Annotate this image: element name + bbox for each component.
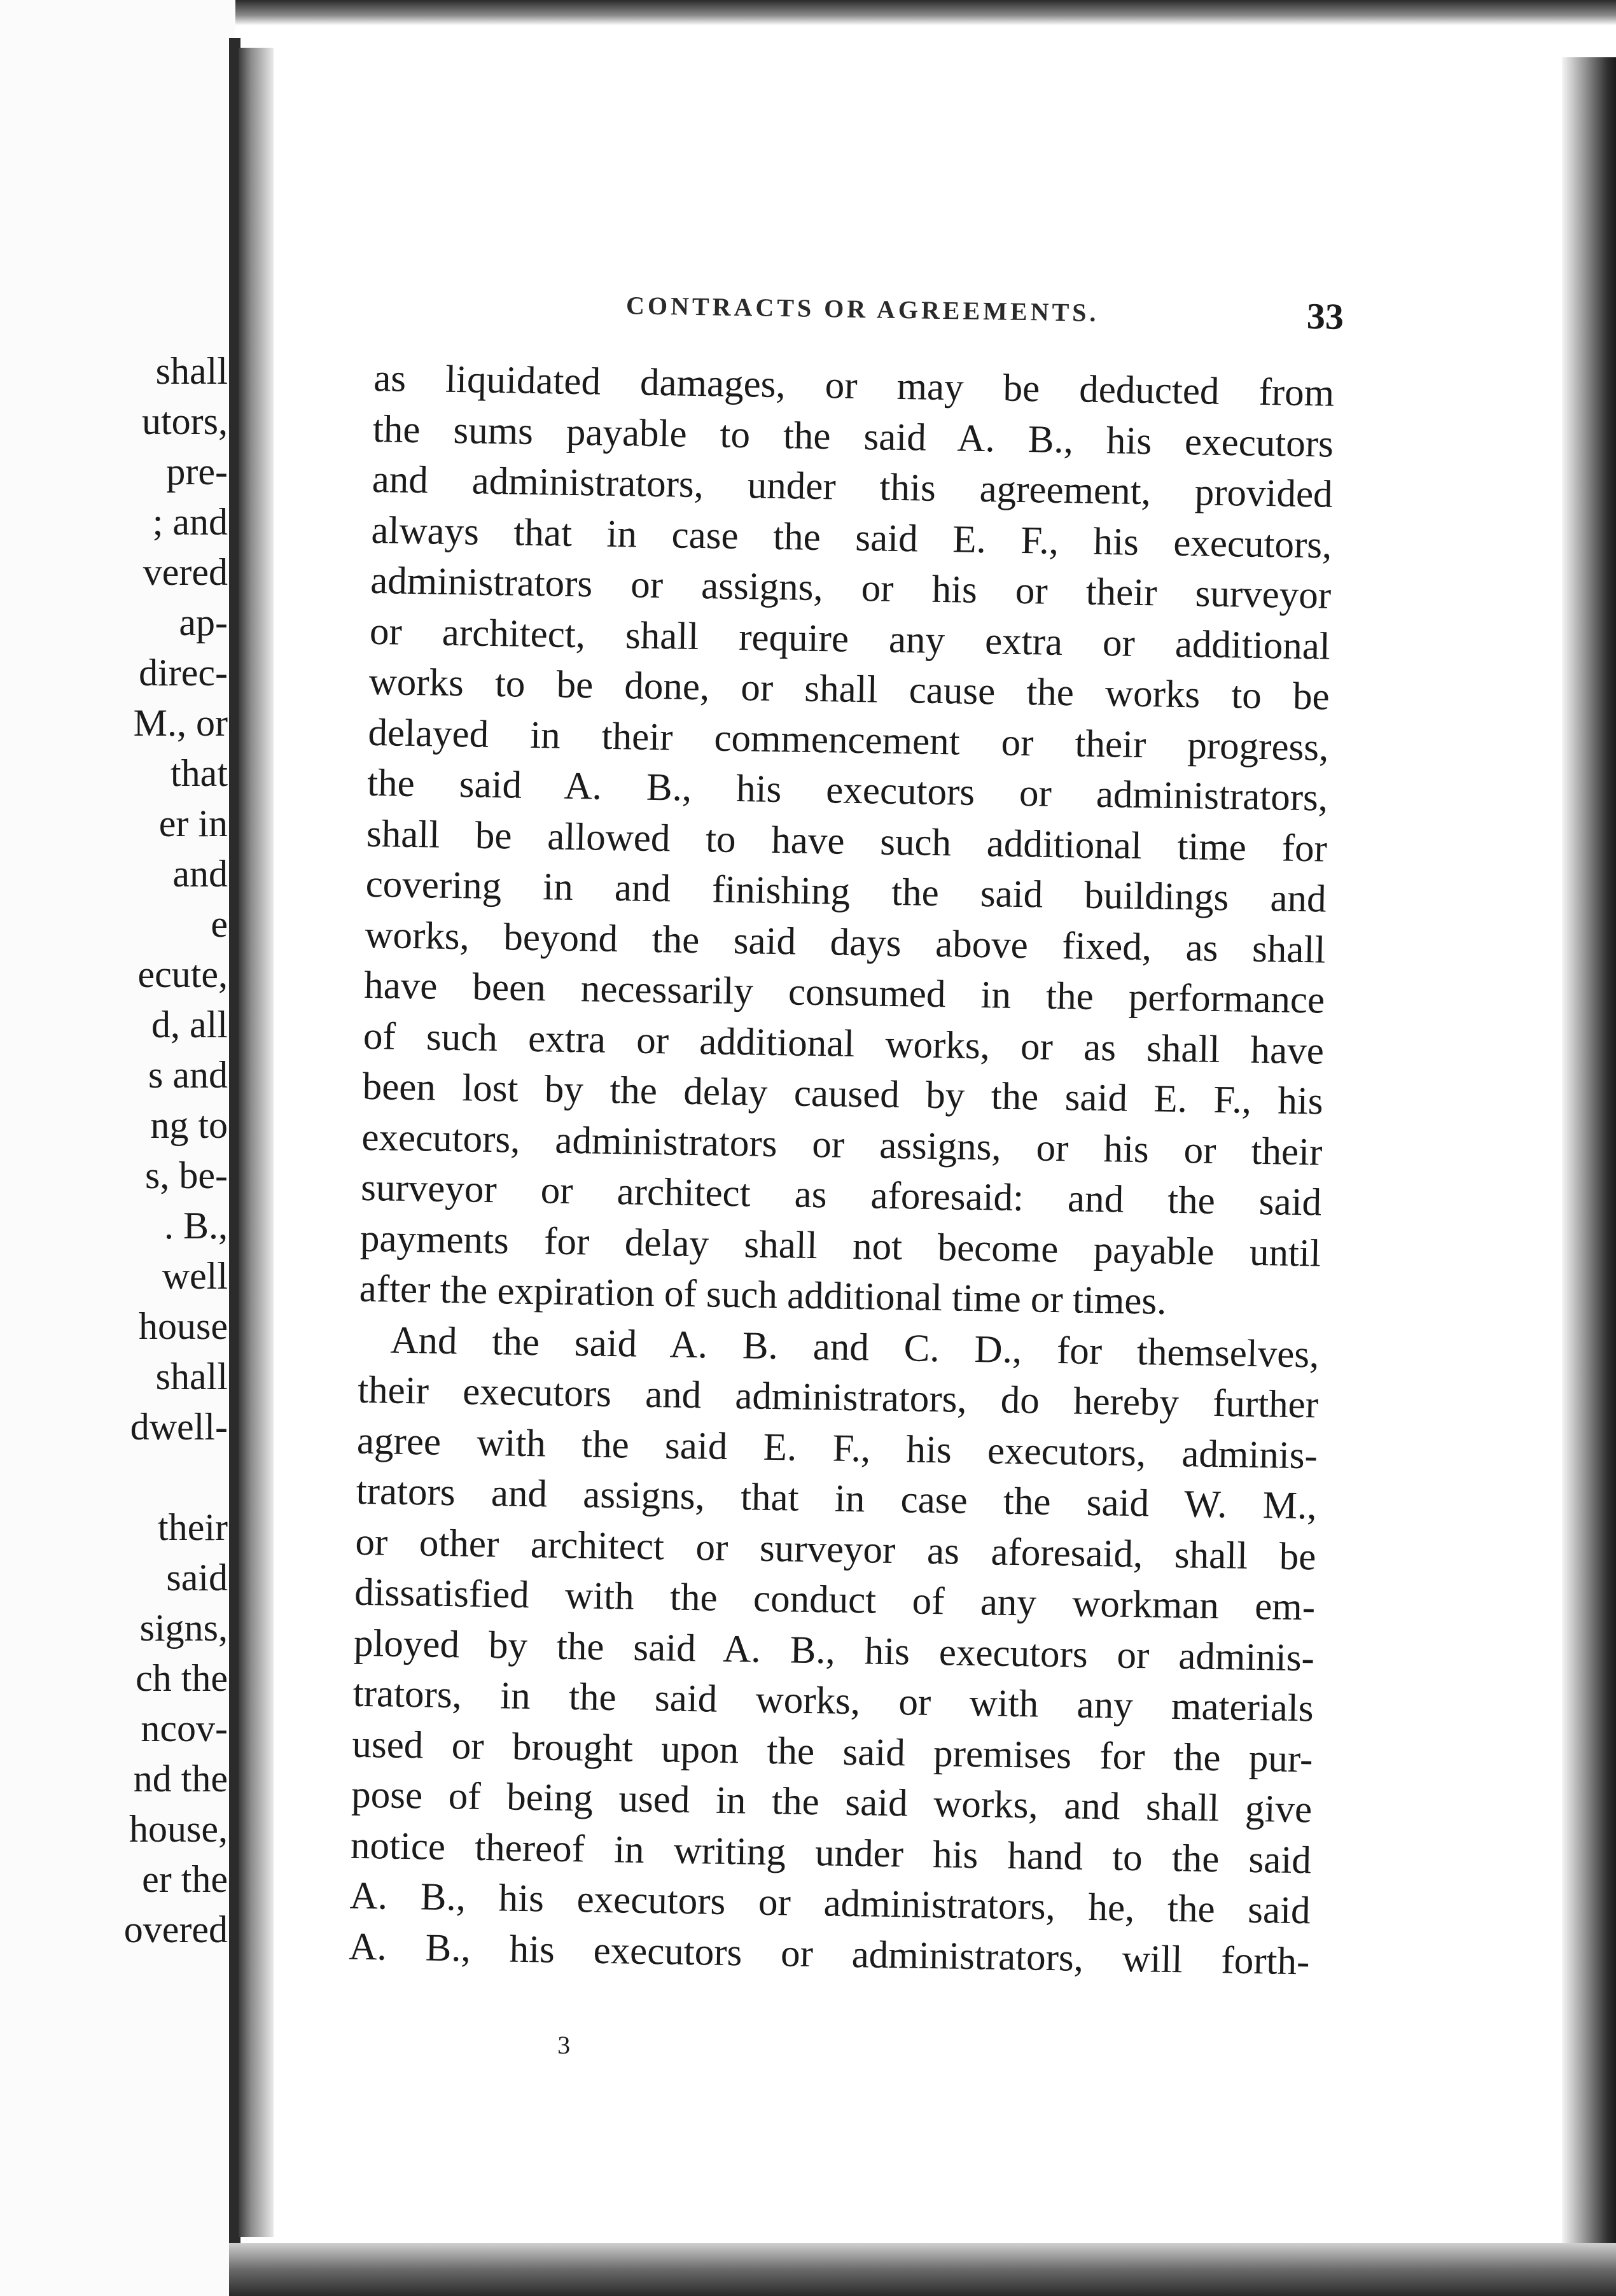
text-line: of such extra or additional works, or as shall have — [363, 1014, 1325, 1073]
text-line: executors, administrators or assigns, or his or their — [361, 1116, 1323, 1174]
left-fragment-line: and — [172, 853, 228, 895]
text-line: been lost by the delay caused by the said E. F., his — [362, 1065, 1324, 1123]
text-line: and administrators, under this agreement, provided — [372, 458, 1334, 516]
left-fragment-line: e — [211, 903, 228, 945]
page-right-edge — [1562, 57, 1616, 2259]
signature-mark: 3 — [557, 2030, 571, 2060]
text-line: their executors and administrators, do hereby further — [357, 1368, 1319, 1427]
book-page — [347, 267, 1368, 2064]
gutter-shadow — [239, 48, 274, 2237]
left-fragment-line: nd the — [133, 1758, 228, 1800]
left-fragment-line: overed — [123, 1908, 228, 1950]
text-line: trators and assigns, that in case the said W. M., — [356, 1469, 1318, 1528]
text-line: used or brought upon the said premises for the pur- — [352, 1723, 1313, 1781]
left-fragment-line: s, be- — [145, 1154, 228, 1196]
left-fragment-line: that — [171, 752, 228, 794]
left-fragment-line: er the — [142, 1858, 228, 1900]
text-line: ployed by the said A. B., his executors or adminis- — [353, 1621, 1315, 1679]
text-line: pose of being used in the said works, and shall give — [351, 1773, 1313, 1831]
text-line: trators, in the said works, or with any materials — [352, 1672, 1314, 1730]
left-fragment-line: said — [166, 1557, 228, 1599]
text-line: payments for delay shall not become payable until — [359, 1217, 1321, 1275]
text-line: shall be allowed to have such additional time for — [366, 812, 1328, 871]
text-line: agree with the said E. F., his executors, adminis- — [356, 1419, 1318, 1477]
left-fragment-line: direc- — [139, 652, 228, 694]
page-bottom-edge — [229, 2243, 1616, 2296]
text-line: as liquidated damages, or may be deducted from — [373, 356, 1335, 415]
book-top-edge — [0, 0, 1616, 25]
left-fragment-line: . B., — [164, 1205, 228, 1247]
text-line: or other architect or surveyor as aforesaid, shall be — [355, 1520, 1316, 1578]
facing-page-fragment — [0, 0, 235, 2296]
left-fragment-line: vered — [143, 551, 228, 593]
running-head: CONTRACTS OR AGREEMENTS. — [625, 291, 1099, 327]
text-line: notice thereof in writing under his hand to the said — [350, 1824, 1312, 1882]
left-fragment-line: M., or — [133, 702, 228, 744]
left-fragment-line: utors, — [142, 400, 228, 442]
text-line: works to be done, or shall cause the works to be — [368, 660, 1330, 718]
left-fragment-line: house — [139, 1305, 228, 1347]
text-line: have been necessarily consumed in the performance — [363, 963, 1325, 1022]
text-line: the said A. B., his executors or administrators, — [366, 761, 1328, 820]
text-line: the sums payable to the said A. B., his executors — [372, 407, 1334, 466]
page-number: 33 — [1306, 295, 1344, 337]
left-fragment-line: er in — [158, 802, 228, 844]
left-fragment-line: s and — [148, 1054, 228, 1096]
text-line: works, beyond the said days above fixed, as shall — [364, 913, 1326, 972]
text-line: dissatisfied with the conduct of any workman em- — [354, 1571, 1316, 1629]
left-fragment-line: ch the — [136, 1657, 228, 1699]
left-fragment-line: shall — [155, 350, 228, 392]
text-line: surveyor or architect as aforesaid: and the said — [360, 1166, 1322, 1224]
text-line: delayed in their commencement or their progress, — [367, 711, 1329, 769]
left-fragment-line: ecute, — [137, 953, 228, 995]
left-fragment-line: signs, — [139, 1607, 228, 1649]
left-fragment-line: pre- — [166, 451, 228, 493]
left-fragment-line: ncov- — [141, 1707, 228, 1749]
left-fragment-line: ap- — [179, 601, 228, 643]
body-text — [349, 353, 1335, 1987]
text-line: A. B., his executors or administrators, he, the said — [349, 1874, 1311, 1933]
left-fragment-line: their — [158, 1506, 228, 1548]
left-fragment-line: shall — [155, 1355, 228, 1397]
text-line: always that in case the said E. F., his executors, — [370, 508, 1332, 567]
left-fragment-line: ng to — [150, 1104, 228, 1146]
left-fragment-line: house, — [129, 1808, 228, 1850]
left-fragment-line: d, all — [151, 1004, 228, 1046]
left-fragment-line: well — [162, 1255, 228, 1297]
left-fragment-line: dwell- — [130, 1406, 228, 1448]
text-line: or architect, shall require any extra or additional — [369, 610, 1331, 668]
paragraph-first-line: And the said A. B. and C. D., for themselves, — [390, 1319, 1320, 1376]
text-line: after the expiration of such additional time or times. — [359, 1267, 1167, 1323]
text-line: A. B., his executors or administrators, will forth- — [349, 1925, 1310, 1983]
text-line: administrators or assigns, or his or their surveyor — [370, 559, 1332, 617]
left-fragment-line: ; and — [152, 501, 228, 543]
text-line: covering in and finishing the said buildings and — [365, 862, 1327, 921]
